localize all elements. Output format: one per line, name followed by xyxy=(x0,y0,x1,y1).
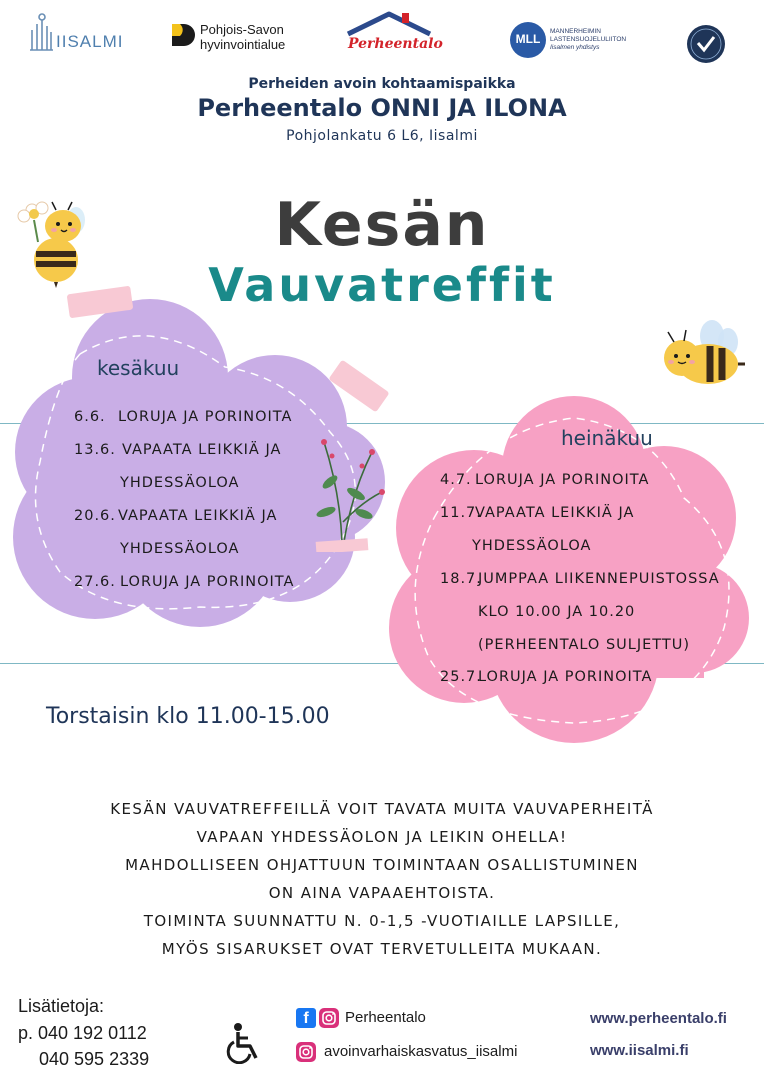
iisalmi-logo xyxy=(28,12,128,54)
description-line: MYÖS SISARUKSET OVAT TERVETULLEITA MUKAAN. xyxy=(161,940,603,958)
schedule-row xyxy=(478,604,635,620)
perheentalo-logo-text: Perheentalo xyxy=(348,36,443,52)
opening-hours: Torstaisin klo 11.00-15.00 xyxy=(46,704,330,729)
mll-badge-text: MLL xyxy=(515,32,541,46)
schedule-row xyxy=(120,541,239,557)
description-line: KESÄN VAUVATREFFEILLÄ VOIT TAVATA MUITA VAUVAPERHEITÄ xyxy=(110,800,654,818)
schedule-text: LORUJA JA PORINOITA xyxy=(478,669,653,685)
website-link[interactable]: www.perheentalo.fi xyxy=(590,1010,727,1027)
schedule-row xyxy=(440,472,649,488)
schedule-date: 6.6. xyxy=(74,409,106,425)
facebook-icon: f xyxy=(296,1008,316,1028)
schedule-row xyxy=(478,637,690,653)
july-month-heading: heinäkuu xyxy=(561,426,653,450)
header-subtitle: Perheiden avoin kohtaamispaikka xyxy=(248,76,516,92)
schedule-row xyxy=(440,505,634,521)
social-name: Perheentalo xyxy=(345,1009,426,1026)
schedule-text: VAPAATA LEIKKIÄ JA xyxy=(118,508,278,524)
schedule-row xyxy=(74,508,277,524)
iisalmi-logo-icon xyxy=(28,12,54,52)
schedule-text: YHDESSÄOLOA xyxy=(472,538,592,554)
schedule-date: 13.6. xyxy=(74,442,116,458)
schedule-text: KLO 10.00 JA 10.20 xyxy=(478,604,636,620)
schedule-row xyxy=(440,571,720,587)
bee-icon xyxy=(8,198,98,288)
schedule-text: YHDESSÄOLOA xyxy=(120,475,240,491)
schedule-row xyxy=(472,538,591,554)
description-line: MAHDOLLISEEN OHJATTUUN TOIMINTAAN OSALLISTUMINEN xyxy=(125,856,639,874)
hero-title-line1: Kesän xyxy=(274,190,490,260)
social-facebook-instagram[interactable] xyxy=(296,1008,496,1030)
wheelchair-icon xyxy=(224,1022,264,1064)
schedule-text: JUMPPAA LIIKENNEPUISTOSSA xyxy=(478,571,720,587)
schedule-text: (PERHEENTALO SULJETTU) xyxy=(478,637,691,653)
june-month-heading: kesäkuu xyxy=(97,356,180,380)
badge-check-icon xyxy=(686,24,726,64)
schedule-row xyxy=(74,409,292,425)
social-name: avoinvarhaiskasvatus_iisalmi xyxy=(324,1043,518,1060)
perheentalo-logo xyxy=(344,10,443,60)
bee-icon xyxy=(656,318,746,388)
phone-number[interactable]: p. 040 192 0112 xyxy=(18,1023,147,1043)
schedule-text: VAPAATA LEIKKIÄ JA xyxy=(122,442,282,458)
schedule-date: 11.7. xyxy=(440,505,482,521)
schedule-row xyxy=(74,442,281,458)
schedule-row xyxy=(440,669,652,685)
schedule-text: VAPAATA LEIKKIÄ JA xyxy=(475,505,635,521)
info-label: Lisätietoja: xyxy=(18,996,105,1016)
header-title: Perheentalo ONNI JA ILONA xyxy=(197,94,567,122)
mll-name-line1: MANNERHEIMIN xyxy=(550,28,601,35)
perheentalo-house-icon xyxy=(344,10,434,38)
description-line: ON AINA VAPAAEHTOISTA. xyxy=(268,884,496,902)
description-line: TOIMINTA SUUNNATTU N. 0-1,5 -VUOTIAILLE LAPSILLE, xyxy=(143,912,621,930)
mll-logo xyxy=(510,22,640,58)
website-link[interactable]: www.iisalmi.fi xyxy=(590,1042,689,1059)
pohjois-savo-subname: hyvinvointialue xyxy=(200,37,286,52)
schedule-date: 27.6. xyxy=(74,574,116,590)
schedule-date: 18.7. xyxy=(440,571,482,587)
schedule-text: LORUJA JA PORINOITA xyxy=(475,472,650,488)
header-address: Pohjolankatu 6 L6, Iisalmi xyxy=(286,128,478,144)
social-instagram[interactable] xyxy=(296,1042,556,1064)
schedule-text: YHDESSÄOLOA xyxy=(120,541,240,557)
schedule-date: 20.6. xyxy=(74,508,116,524)
iisalmi-logo-text: IISALMI xyxy=(56,32,124,51)
mll-name-line2: LASTENSUOJELULIITON xyxy=(550,36,627,43)
hero-title-line2: Vauvatreffit xyxy=(208,258,556,312)
phone-number[interactable]: 040 595 2339 xyxy=(39,1049,150,1069)
description-line: VAPAAN YHDESSÄOLON JA LEIKIN OHELLA! xyxy=(196,828,568,846)
schedule-date: 4.7. xyxy=(440,472,472,488)
instagram-icon xyxy=(319,1008,339,1028)
pohjois-savo-logo-icon xyxy=(170,22,196,50)
schedule-text: LORUJA JA PORINOITA xyxy=(118,409,293,425)
mll-name-line3: Iisalmen yhdistys xyxy=(550,44,600,51)
schedule-text: LORUJA JA PORINOITA xyxy=(120,574,295,590)
flower-icon xyxy=(18,202,48,242)
schedule-date: 25.7. xyxy=(440,669,482,685)
schedule-row xyxy=(74,574,294,590)
pohjois-savo-name: Pohjois-Savon xyxy=(200,22,284,37)
schedule-row xyxy=(120,475,239,491)
pohjois-savo-logo xyxy=(170,22,310,56)
instagram-icon xyxy=(296,1042,316,1062)
logo-row xyxy=(0,0,764,75)
